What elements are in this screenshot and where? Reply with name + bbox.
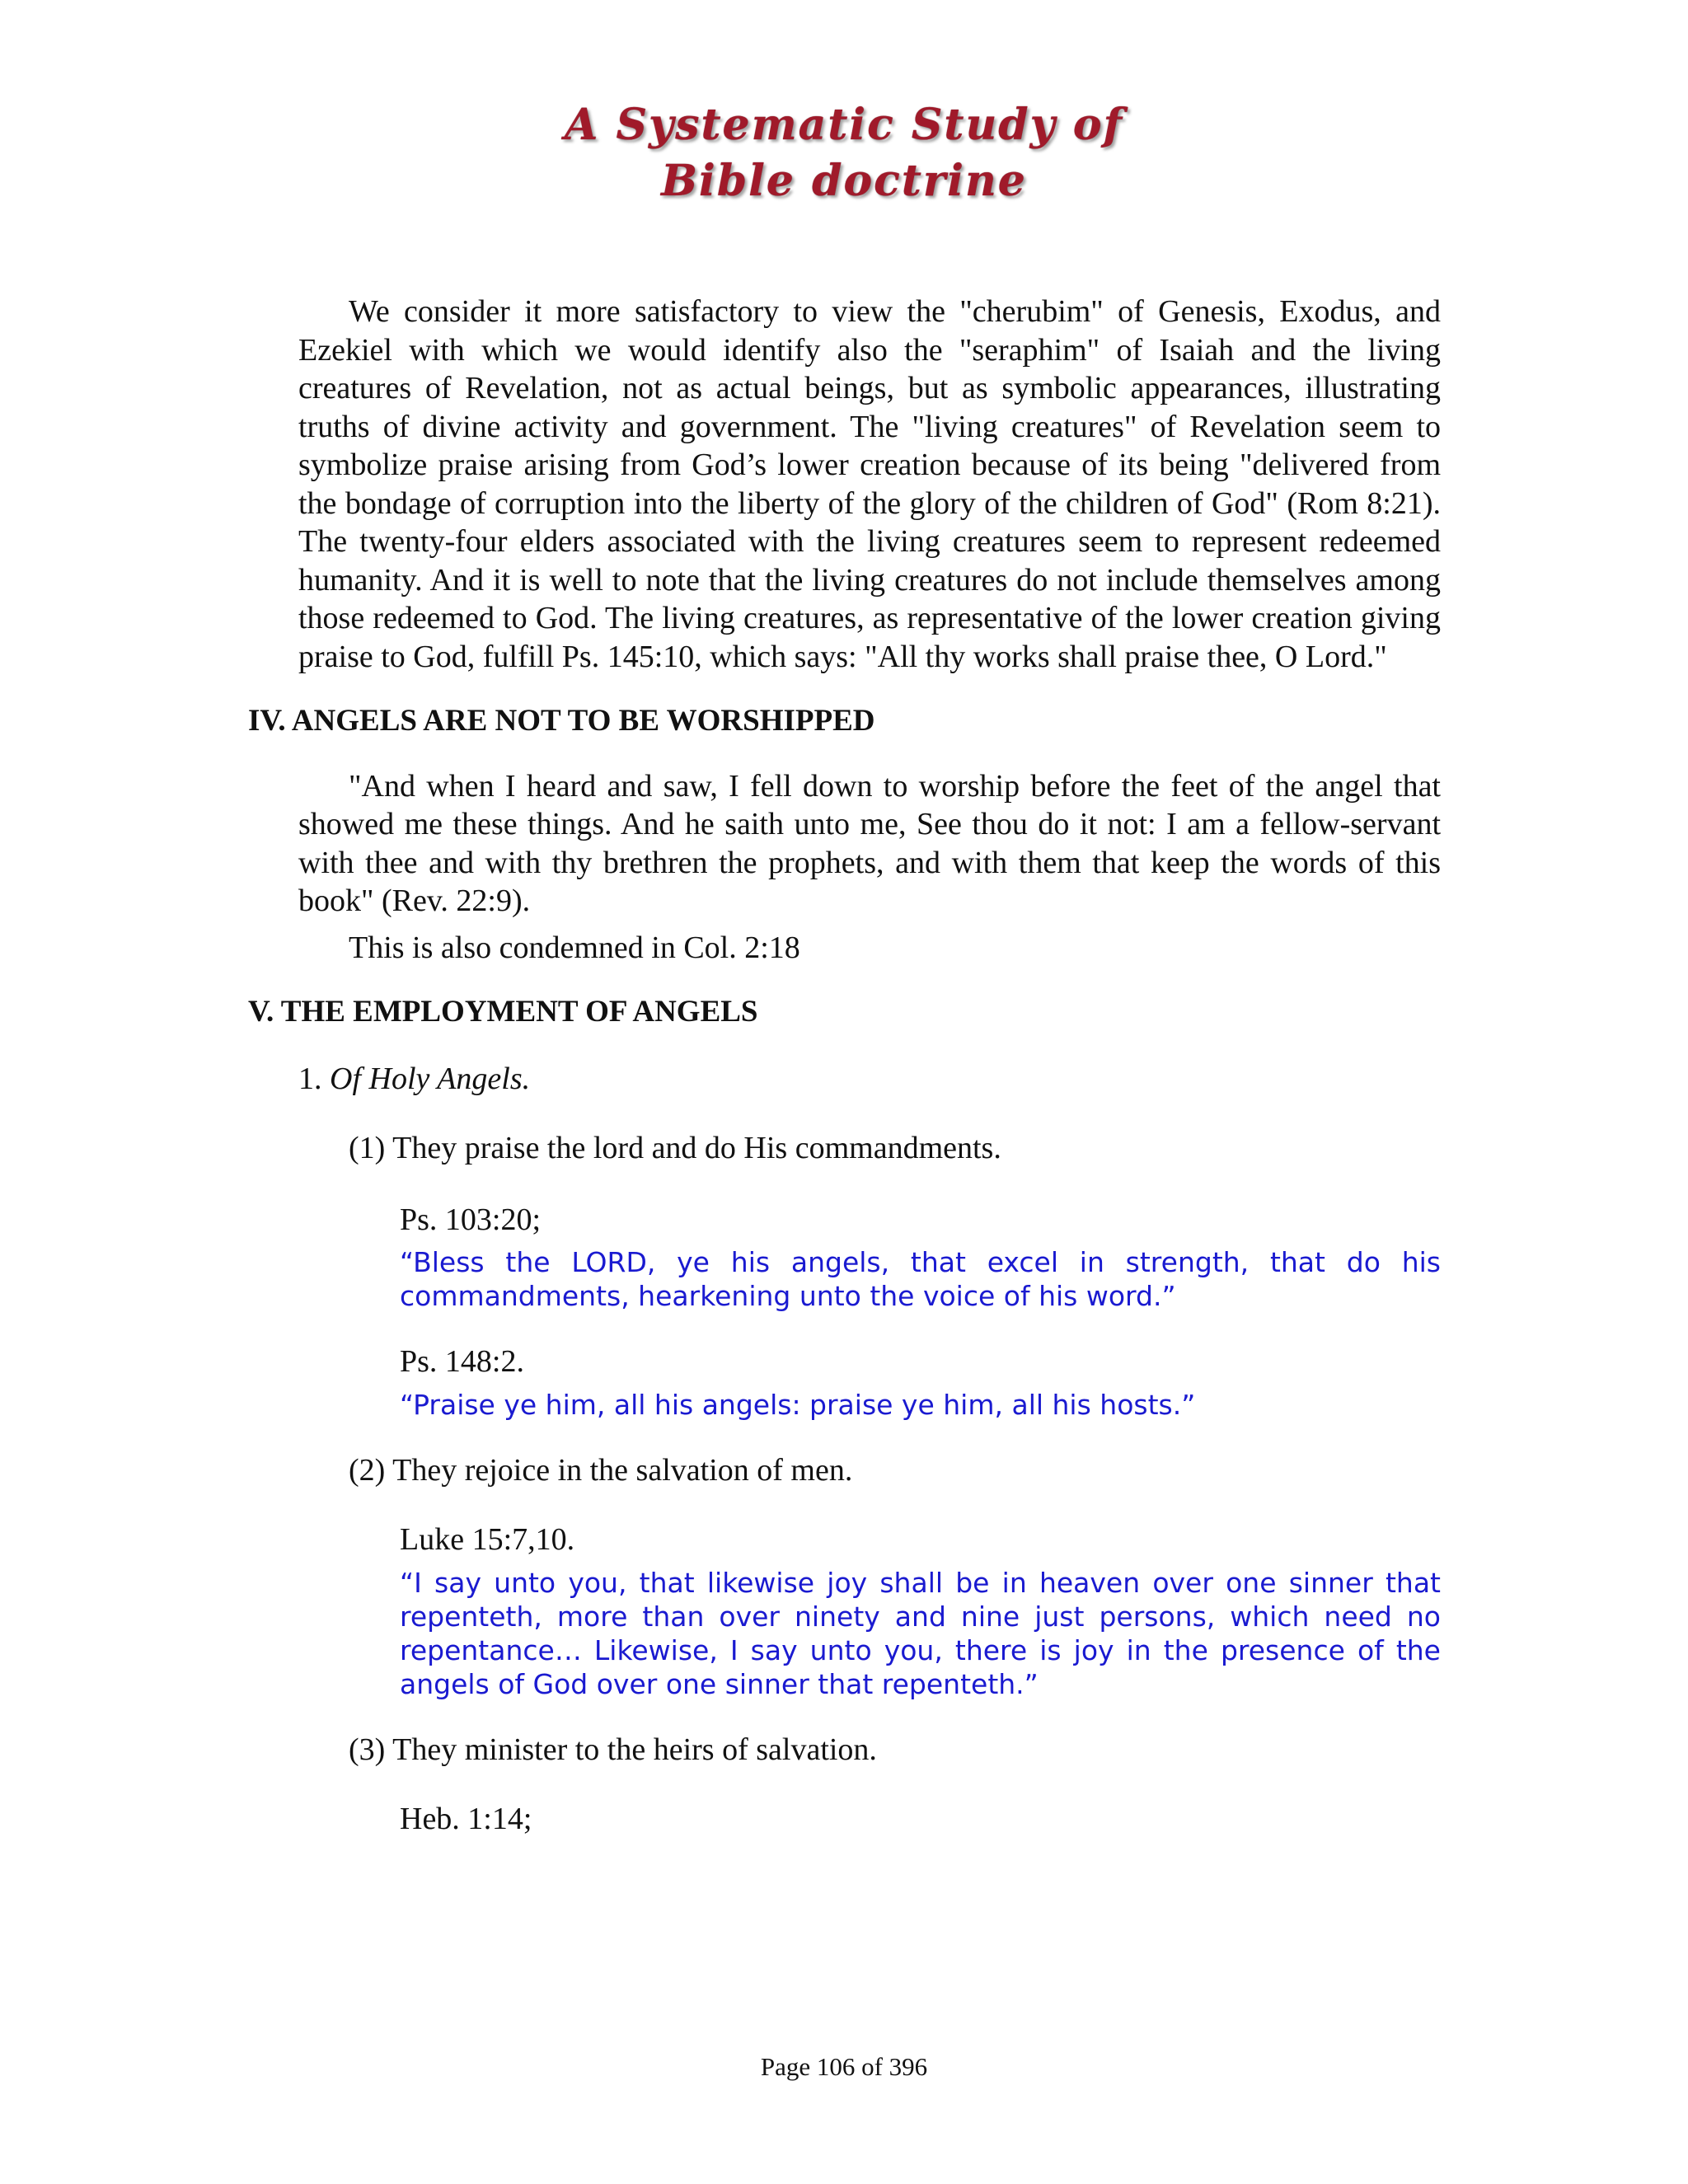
intro-paragraph: We consider it more satisfactory to view the "cherubim" of Genesis, Exodus, and Ezekiel with which we would identify also the "seraphim" of Isaiah and the living creatures of Revelation, not as actual beings, but as symbolic appearances, illustrating truths of divine activity and government. The "living creatures" of Revelation seem to symbolize praise arising from God’s lower creation because of its being "delivered from the bondage of corruption into the liberty of the glory of the children of God" (Rom 8:21). The twenty-four elders associated with the living creatures seem to represent redeemed humanity. And it is well to note that the living creatures do not include themselves among those redeemed to God. The living creatures, as representative of the lower creation giving praise to God, fulfill Ps. 145:10, which says: "All thy works shall praise thee, O Lord." <box>298 294 1441 674</box>
subsection-number: 1. <box>298 1061 322 1096</box>
item-1-quote-2: “Praise ye him, all his angels: praise ye him, all his hosts.” <box>400 1388 1196 1421</box>
item-2-label: (2) They rejoice in the salvation of men. <box>349 1452 853 1488</box>
item-2-quote-1: “I say unto you, that likewise joy shall be in heaven over one sinner that repenteth, more than over ninety and nine just persons, which need no repentance… Likewise, I say unto you, there is joy in the presence of the angels of God over one sinner that repenteth.” <box>400 1566 1441 1700</box>
section-iv-note: This is also condemned in Col. 2:18 <box>349 930 800 965</box>
item-3-label: (3) They minister to the heirs of salvation. <box>349 1732 877 1767</box>
title-line-1: A Systematic Study of <box>565 100 1123 150</box>
subsection-holy-angels <box>298 1060 1441 1099</box>
section-heading-v: V. THE EMPLOYMENT OF ANGELS <box>248 995 758 1029</box>
item-1-quote-1: “Bless the LORD, ye his angels, that excel in strength, that do his commandments, hearkening unto the voice of his word.” <box>400 1246 1441 1312</box>
page-header <box>0 97 1688 209</box>
item-3-ref-1: Heb. 1:14; <box>400 1802 532 1836</box>
item-1-ref-1: Ps. 103:20; <box>400 1202 542 1237</box>
page-number: Page 106 of 396 <box>760 2052 928 2081</box>
item-1-ref-2: Ps. 148:2. <box>400 1344 524 1379</box>
title-line-2: Bible doctrine <box>661 156 1027 206</box>
subsection-title: Of Holy Angels. <box>330 1061 531 1096</box>
section-heading-iv: IV. ANGELS ARE NOT TO BE WORSHIPPED <box>248 704 875 738</box>
section-iv-paragraph: "And when I heard and saw, I fell down to worship before the feet of the angel that showed me these things. And he saith unto me, See thou do it not: I am a fellow-servant with thee and with thy brethren the prophets, and with them that keep the words of this book" (Rev. 22:9). <box>298 768 1441 918</box>
item-2-ref-1: Luke 15:7,10. <box>400 1522 575 1557</box>
document-body <box>248 293 1441 1839</box>
item-1-label: (1) They praise the lord and do His commandments. <box>349 1131 1001 1165</box>
